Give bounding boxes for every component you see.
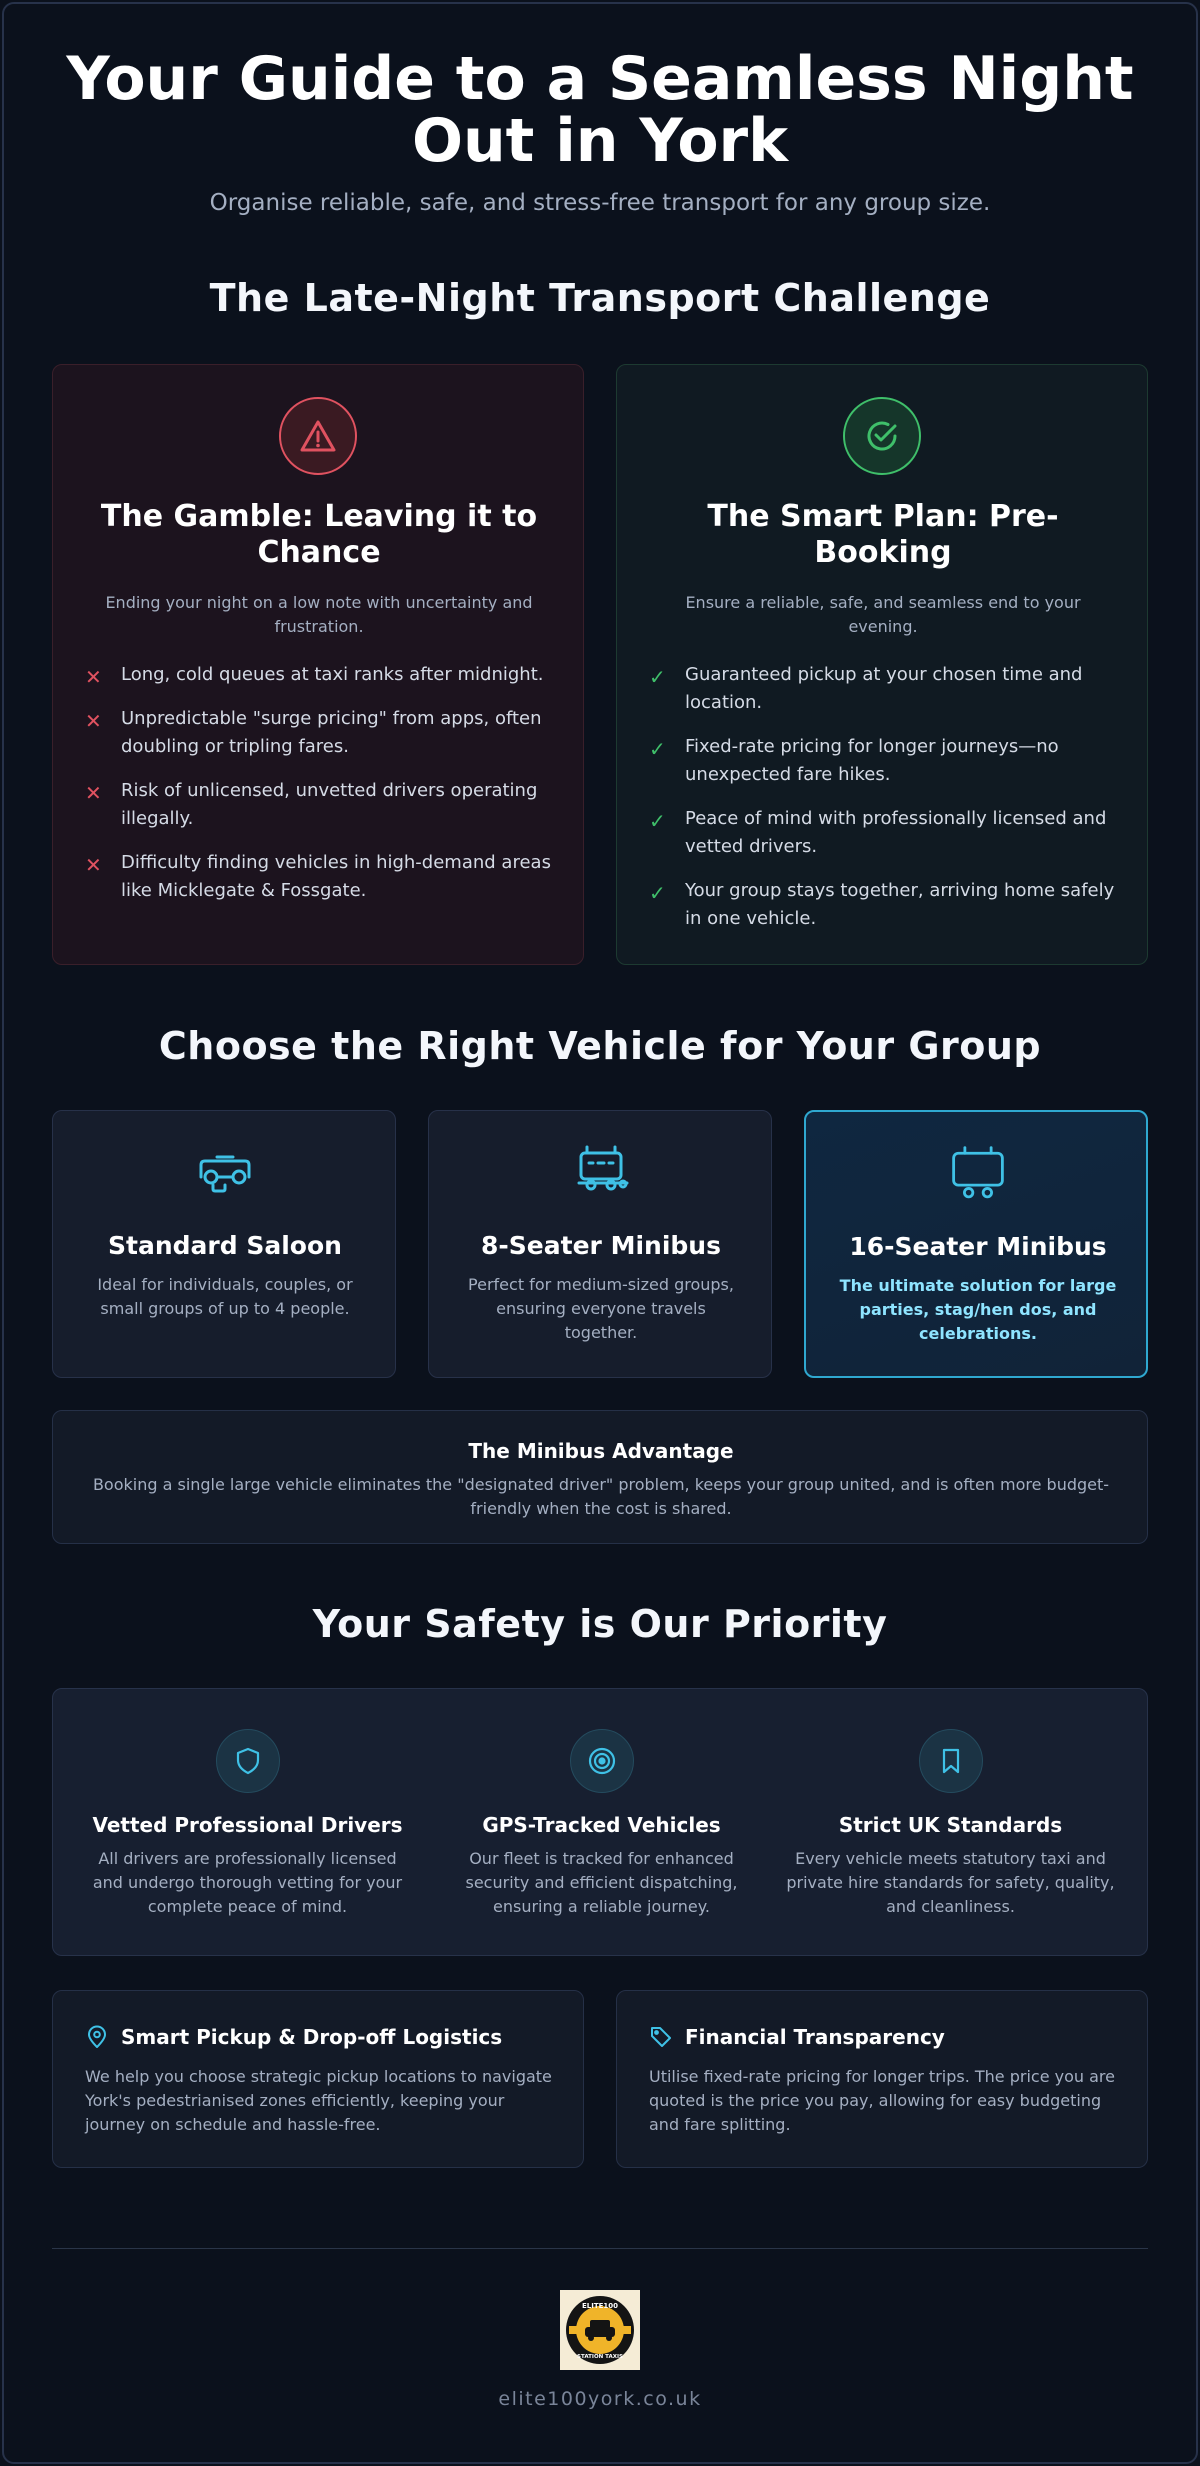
checkmark-icon: ✓ bbox=[649, 737, 666, 761]
list-item bbox=[85, 705, 555, 761]
safety-item-title: Strict UK Standards bbox=[838, 1813, 1063, 1837]
list-item bbox=[649, 805, 1119, 861]
vehicle-card-16-seater bbox=[804, 1110, 1148, 1378]
smart-plan-description: Ensure a reliable, safe, and seamless end to your evening. bbox=[685, 593, 1081, 636]
vehicle-title: 16-Seater Minibus bbox=[849, 1232, 1107, 1261]
list-item bbox=[85, 777, 555, 833]
warning-triangle-icon bbox=[279, 397, 357, 475]
safety-item-description: Every vehicle meets statutory taxi and private hire standards for safety, quality, and cleanliness. bbox=[786, 1849, 1115, 1916]
safety-item-title: Vetted Professional Drivers bbox=[92, 1813, 403, 1837]
financial-transparency-card bbox=[616, 1990, 1148, 2168]
vehicle-card-saloon bbox=[52, 1110, 396, 1378]
smart-plan-card bbox=[616, 364, 1148, 965]
minibus-advantage-panel bbox=[52, 1410, 1148, 1544]
cross-icon: ✕ bbox=[85, 665, 102, 689]
website-link[interactable]: elite100york.co.uk bbox=[498, 2388, 702, 2410]
list-item-text: Peace of mind with professionally licensed and vetted drivers. bbox=[685, 808, 1107, 857]
map-pin-icon bbox=[85, 2025, 109, 2049]
minibus-icon bbox=[571, 1141, 631, 1201]
list-item bbox=[649, 877, 1119, 933]
gamble-card bbox=[52, 364, 584, 965]
vehicles-section-title: Choose the Right Vehicle for Your Group bbox=[158, 1024, 1042, 1068]
cross-icon: ✕ bbox=[85, 709, 102, 733]
vehicle-description: Ideal for individuals, couples, or small groups of up to 4 people. bbox=[97, 1275, 353, 1318]
cross-icon: ✕ bbox=[85, 781, 102, 805]
safety-item-description: All drivers are professionally licensed and undergo thorough vetting for your complete peace of mind. bbox=[92, 1849, 403, 1916]
cross-icon: ✕ bbox=[85, 853, 102, 877]
company-logo bbox=[560, 2290, 640, 2370]
smart-plan-list bbox=[649, 661, 1119, 949]
logo-text-bottom: STATION TAXIS bbox=[577, 2354, 623, 2360]
list-item bbox=[85, 849, 555, 905]
pickup-logistics-card bbox=[52, 1990, 584, 2168]
list-item-text: Difficulty finding vehicles in high-demand areas like Micklegate & Fossgate. bbox=[121, 852, 551, 901]
gamble-list bbox=[85, 661, 555, 921]
list-item-text: Fixed-rate pricing for longer journeys—no unexpected fare hikes. bbox=[685, 736, 1059, 785]
list-item-text: Guaranteed pickup at your chosen time and location. bbox=[685, 664, 1083, 713]
target-icon bbox=[570, 1729, 634, 1793]
page-subtitle: Organise reliable, safe, and stress-free transport for any group size. bbox=[209, 190, 991, 216]
shield-icon bbox=[216, 1729, 280, 1793]
bookmark-icon bbox=[919, 1729, 983, 1793]
list-item-text: Unpredictable "surge pricing" from apps, often doubling or tripling fares. bbox=[121, 708, 542, 757]
logo-text-top: ELITE100 bbox=[581, 2302, 619, 2310]
vehicle-description: Perfect for medium-sized groups, ensuring everyone travels together. bbox=[468, 1275, 734, 1342]
check-circle-icon bbox=[843, 397, 921, 475]
checkmark-icon: ✓ bbox=[649, 665, 666, 689]
list-item bbox=[649, 661, 1119, 717]
page-title: Your Guide to a Seamless Night Out in York bbox=[66, 44, 1134, 176]
vehicle-description: The ultimate solution for large parties, stag/hen dos, and celebrations. bbox=[839, 1276, 1117, 1343]
advantage-title: The Minibus Advantage bbox=[468, 1439, 734, 1463]
safety-item-title: GPS-Tracked Vehicles bbox=[482, 1813, 721, 1837]
safety-item-description: Our fleet is tracked for enhanced security and efficient dispatching, ensuring a reliable journey. bbox=[465, 1849, 738, 1916]
list-item bbox=[649, 733, 1119, 789]
vehicle-title: Standard Saloon bbox=[108, 1231, 342, 1260]
smart-plan-title: The Smart Plan: Pre-Booking bbox=[707, 499, 1059, 570]
list-item-text: Your group stays together, arriving home safely in one vehicle. bbox=[685, 880, 1115, 929]
advantage-description: Booking a single large vehicle eliminates the "designated driver" problem, keeps your group united, and is often more budget-friendly when the cost is shared. bbox=[92, 1475, 1110, 1518]
gamble-title: The Gamble: Leaving it to Chance bbox=[100, 499, 538, 570]
vehicle-title: 8-Seater Minibus bbox=[481, 1231, 721, 1260]
safety-item-drivers bbox=[73, 1689, 422, 1957]
safety-item-standards bbox=[776, 1689, 1125, 1957]
info-card-title: Smart Pickup & Drop-off Logistics bbox=[121, 2025, 503, 2049]
gamble-description: Ending your night on a low note with uncertainty and frustration. bbox=[105, 593, 533, 636]
bus-icon bbox=[948, 1142, 1008, 1202]
info-card-description: Utilise fixed-rate pricing for longer trips. The price you are quoted is the price you pay, allowing for easy budgeting and fare splitting. bbox=[649, 2067, 1115, 2134]
info-card-title: Financial Transparency bbox=[685, 2025, 945, 2049]
car-icon bbox=[195, 1141, 255, 1201]
list-item-text: Long, cold queues at taxi ranks after midnight. bbox=[121, 664, 544, 685]
challenge-section-title: The Late-Night Transport Challenge bbox=[209, 276, 991, 320]
list-item bbox=[85, 661, 555, 689]
safety-item-gps bbox=[427, 1689, 776, 1957]
list-item-text: Risk of unlicensed, unvetted drivers operating illegally. bbox=[121, 780, 538, 829]
info-card-description: We help you choose strategic pickup locations to navigate York's pedestrianised zones efficiently, keeping your journey on schedule and hassle-free. bbox=[85, 2067, 552, 2134]
checkmark-icon: ✓ bbox=[649, 881, 666, 905]
checkmark-icon: ✓ bbox=[649, 809, 666, 833]
footer-divider bbox=[52, 2248, 1148, 2249]
vehicle-card-8-seater bbox=[428, 1110, 772, 1378]
safety-section-title: Your Safety is Our Priority bbox=[312, 1602, 888, 1646]
tag-icon bbox=[649, 2025, 673, 2049]
safety-panel bbox=[52, 1688, 1148, 1956]
